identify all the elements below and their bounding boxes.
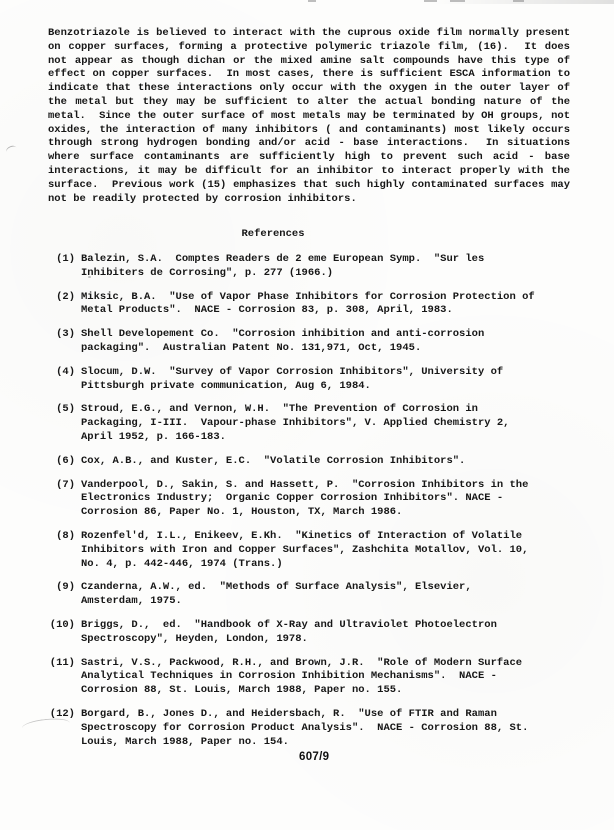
reference-number: (5) <box>56 403 75 416</box>
reference-item <box>48 366 558 394</box>
reference-number: (8) <box>56 529 75 542</box>
reference-number: (6) <box>56 454 75 467</box>
reference-text: Slocum, D.W. "Survey of Vapor Corrosion Inhibitors", University of Pittsburgh private communication, Aug 6, 1984. <box>81 365 510 392</box>
reference-number: (9) <box>56 581 75 594</box>
reference-item <box>48 403 558 444</box>
reference-item <box>48 253 558 281</box>
reference-number: (3) <box>56 328 75 341</box>
reference-item <box>48 619 558 647</box>
page-number: 607/9 <box>299 751 330 763</box>
scan-artifact-top-dash <box>513 0 524 2</box>
reference-text: Cox, A.B., and Kuster, E.C. "Volatile Corrosion Inhibitors". <box>81 454 466 467</box>
scan-artifact-top-dash <box>424 0 437 2</box>
reference-item <box>48 708 558 749</box>
references-heading: References <box>241 228 305 240</box>
reference-number: (2) <box>56 290 75 303</box>
reference-item <box>48 657 558 698</box>
reference-number: (4) <box>56 365 75 378</box>
reference-text: Sastri, V.S., Packwood, R.H., and Brown, J.R. "Role of Modern Surface Analytical Techniques in Corrosion Inhibition Mechanisms". NACE - Corrosion 88, St. Louis, March 1988, Paper no. 155. <box>81 656 529 697</box>
reference-text: Borgard, B., Jones D., and Heidersbach, R. "Use of FTIR and Raman Spectroscopy for Corrosion Product Analysis". NACE - Corrosion 88, St. Louis, March 1988, Paper no. 154. <box>81 707 535 748</box>
reference-item <box>48 581 558 609</box>
scan-artifact-margin-mark <box>5 144 18 156</box>
reference-number: (1) <box>56 253 75 265</box>
body-paragraph: Benzotriazole is believed to interact with the cuprous oxide film normally present on copper surfaces, forming a protective polymeric triazole film, (16). It does not appear as though dichan or the mixed amine salt compounds have this type of effect on copper surfaces. In most cases, there is sufficient ESCA information to indicate that these interactions only occur with the oxygen in the outer layer of the metal but they may be sufficient to alter the actual bonding nature of the metal. Since the outer surface of most metals may be terminated by OH groups, not oxides, the interaction of many inhibitors ( and contaminants) most likely occurs through strong hydrogen bonding and/or acid - base interactions. In situations where surface contaminants are sufficiently high to prevent such acid - base interactions, it may be difficult for an inhibitor to interact properly with the surface. Previous work (15) emphasizes that such highly contaminated surfaces may not be readily protected by corrosion inhibitors. <box>48 27 577 205</box>
reference-number: (7) <box>56 478 75 491</box>
reference-number: (11) <box>49 656 75 669</box>
reference-item <box>48 530 558 571</box>
references-list <box>48 253 558 759</box>
reference-item <box>48 455 558 469</box>
reference-number: (12) <box>49 707 75 720</box>
reference-text: Shell Developement Co. "Corrosion inhibition and anti-corrosion packaging". Australian Patent No. 131,971, Oct, 1945. <box>81 328 491 354</box>
reference-text: Vanderpool, D., Sakin, S. and Hassett, P. "Corrosion Inhibitors in the Electronics Industry; Organic Copper Corrosion Inhibitors". NACE - Corrosion 86, Paper No. 1, Houston, TX, March 1986. <box>81 478 535 519</box>
reference-item <box>48 479 558 520</box>
reference-text: Rozenfel'd, I.L., Enikeev, E.Kh. "Kinetics of Interaction of Volatile Inhibitors with Iron and Copper Surfaces", Zashchita Motallov, Vol. 10, No. 4, p. 442-446, 1974 (Trans.) <box>81 529 535 570</box>
reference-text: Czanderna, A.W., ed. "Methods of Surface Analysis", Elsevier, Amsterdam, 1975. <box>81 581 478 608</box>
reference-text: Miksic, B.A. "Use of Vapor Phase Inhibitors for Corrosion Protection of Metal Products". NACE - Corrosion 83, p. 308, April, 1983. <box>81 290 541 317</box>
scan-artifact-top-dash <box>450 0 465 2</box>
reference-text: Stroud, E.G., and Vernon, W.H. "The Prevention of Corrosion in Packaging, I-III. Vapour-phase Inhibitors", V. Applied Chemistry 2, April 1952, p. 166-183. <box>81 403 516 443</box>
reference-text: Balezin, S.A. Comptes Readers de 2 eme European Symp. "Sur les Inhibiters de Corrosing", p. 277 (1966.) <box>81 253 491 279</box>
scan-artifact-top-dash <box>308 0 316 2</box>
reference-item <box>48 328 558 356</box>
reference-item <box>48 291 558 319</box>
reference-number: (10) <box>49 618 75 631</box>
scan-artifact-smudge <box>434 0 614 4</box>
reference-text: Briggs, D., ed. "Handbook of X-Ray and Ultraviolet Photoelectron Spectroscopy", Heyden, London, 1978. <box>81 618 504 645</box>
